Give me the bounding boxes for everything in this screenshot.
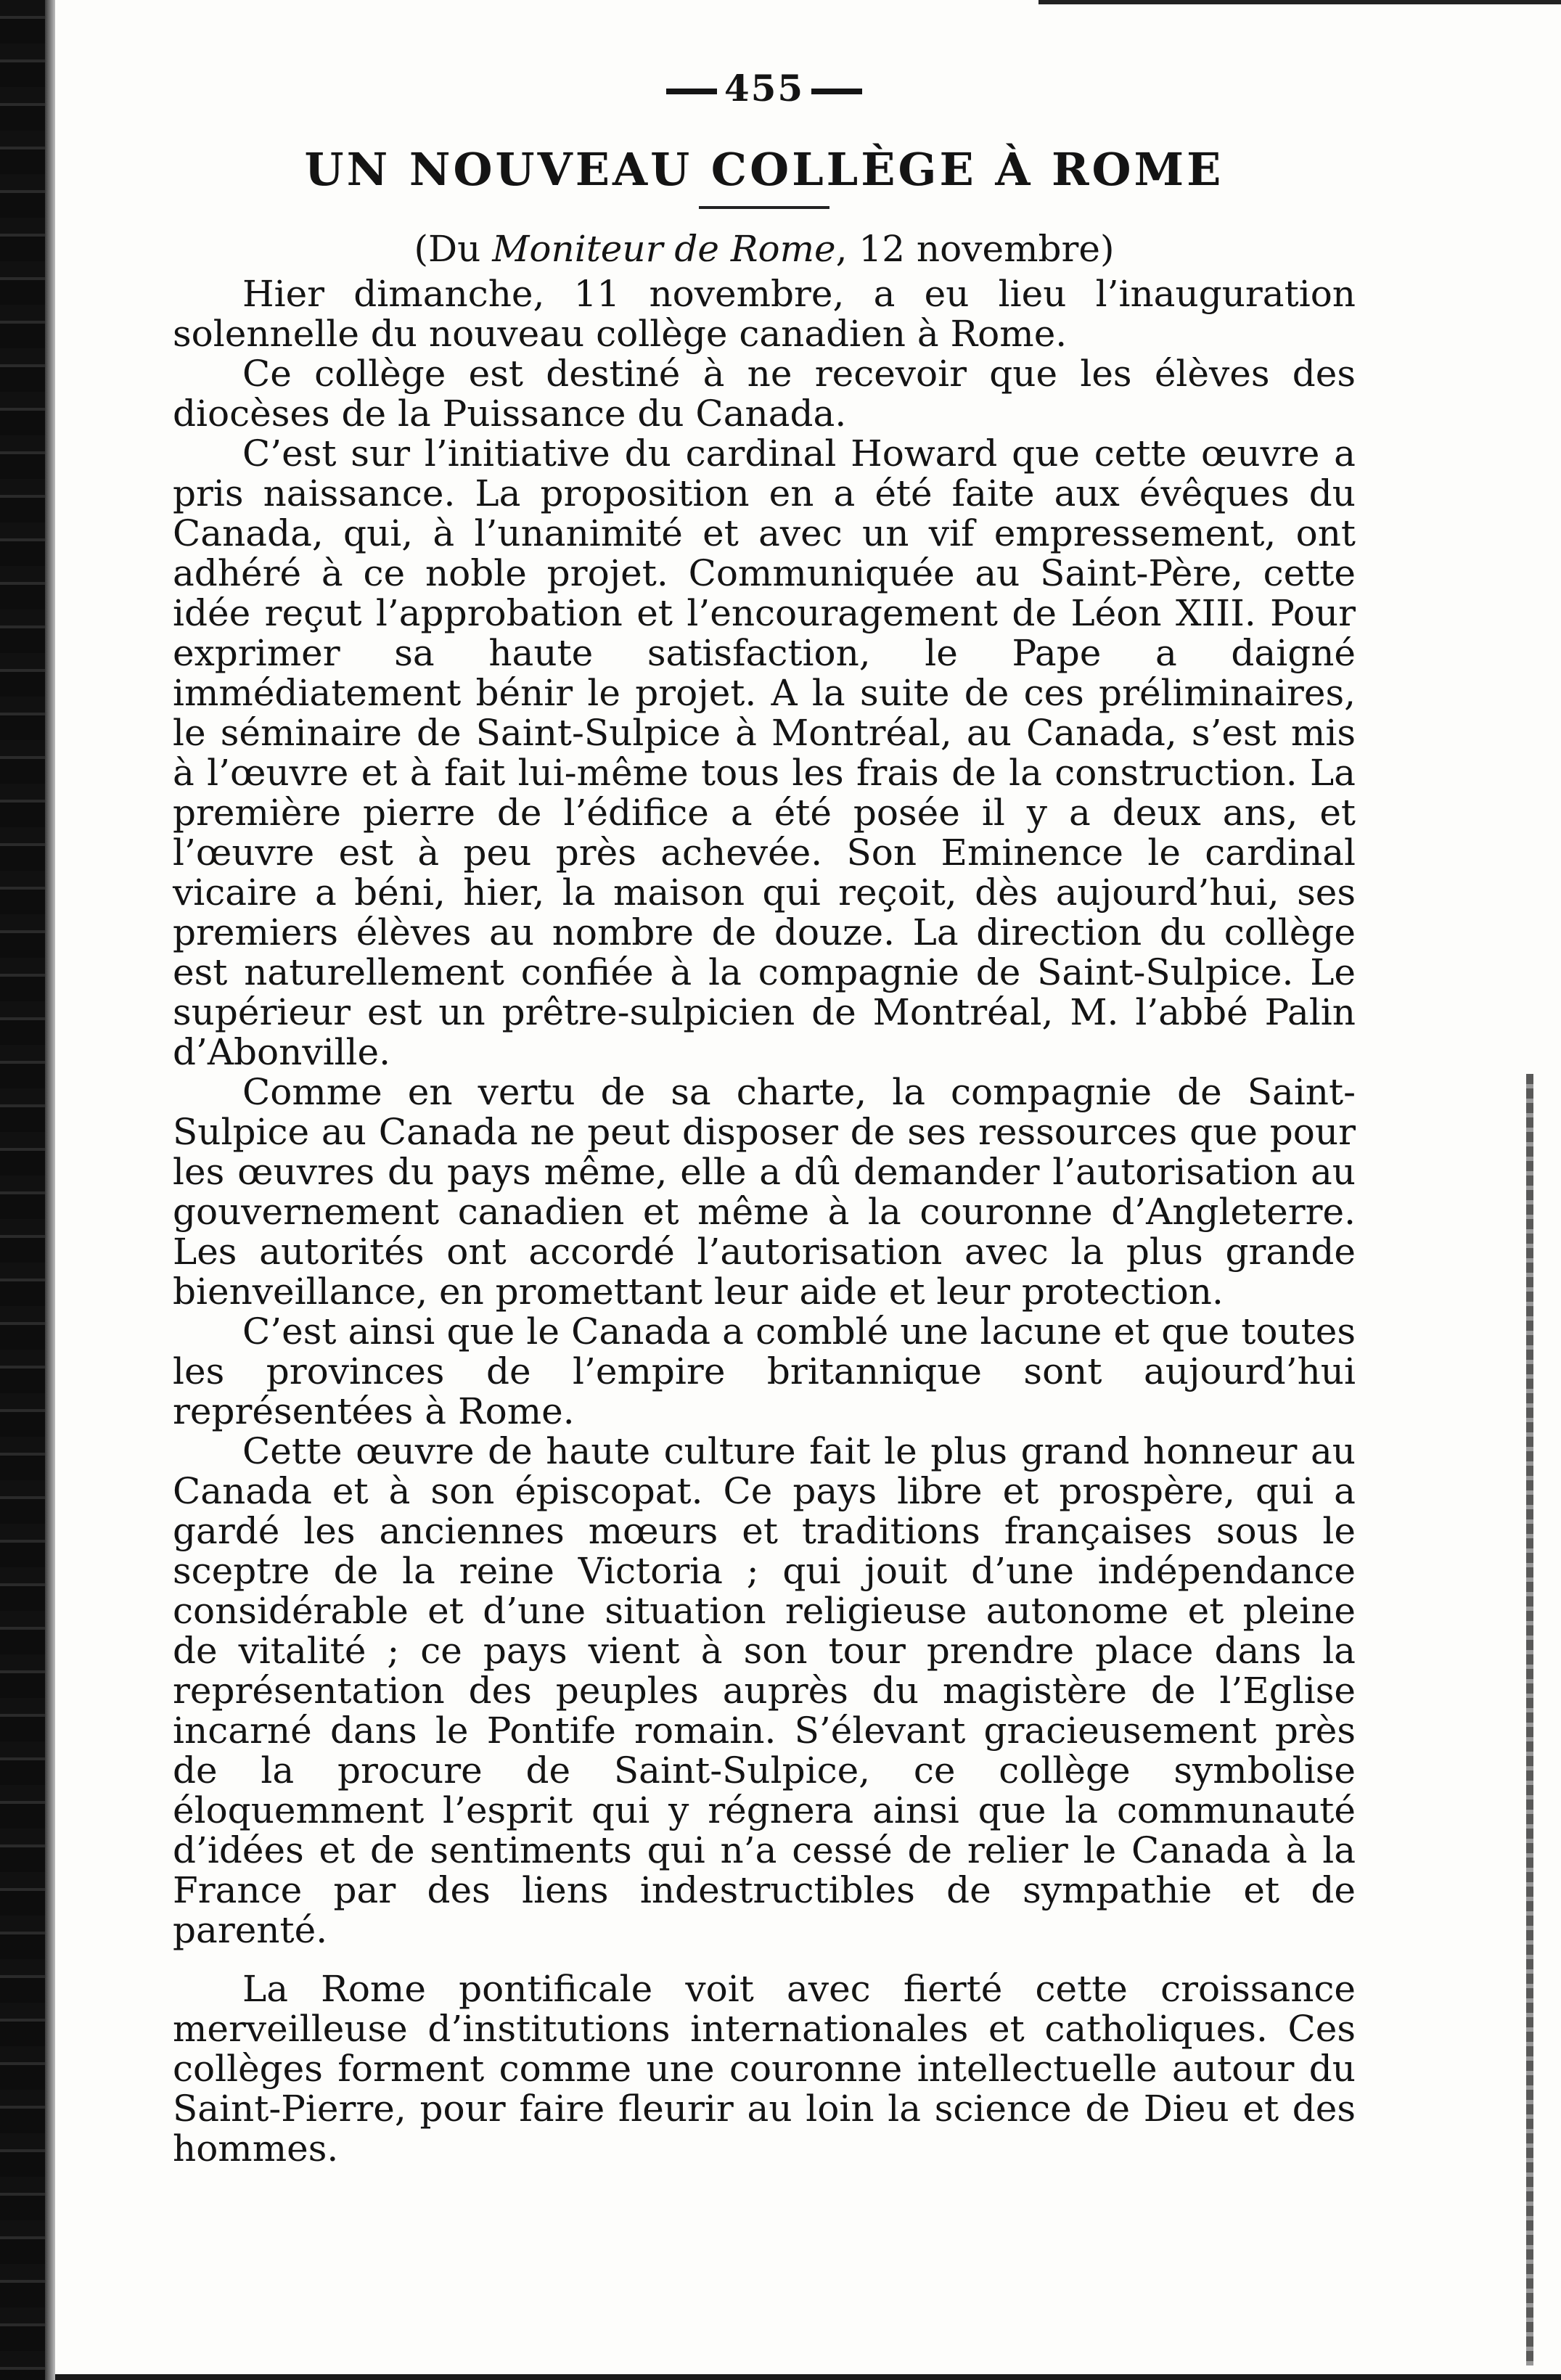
source-publication: Moniteur de Rome <box>492 228 836 270</box>
top-border-line <box>1038 0 1561 4</box>
paragraph-2: Ce collège est destiné à ne recevoir que les élèves des diocèses de la Puissance du Canada. <box>173 353 1356 435</box>
paragraph-5: C’est ainsi que le Canada a comblé une lacune et que toutes les provinces de l’empire britannique sont aujourd’hui représentées à Rome. <box>173 1310 1356 1432</box>
source-open: (Du <box>414 228 493 270</box>
article <box>173 67 1356 2169</box>
bottom-border-line <box>55 2374 1561 2380</box>
paragraph-1: Hier dimanche, 11 novembre, a eu lieu l’inauguration solennelle du nouveau collège canadien à Rome. <box>173 273 1356 355</box>
paragraph-4: Comme en vertu de sa charte, la compagnie de Saint-Sulpice au Canada ne peut disposer de ses ressources que pour les œuvres du pays même, elle a dû demander l’autorisation au gouvernement canadien et même à la couronne d’Angleterre. Les autorités ont accordé l’autorisation avec la plus grande bienveillance, en promettant leur aide et leur protection. <box>173 1071 1356 1313</box>
article-headline: UN NOUVEAU COLLÈGE À ROME <box>304 143 1224 196</box>
paragraph-6: Cette œuvre de haute culture fait le plus grand honneur au Canada et à son épiscopat. Ce pays libre et prospère, qui a gardé les anciennes mœurs et traditions françaises sous le sceptre de la reine Victoria ; qui jouit d’une indépendance considérable et d’une situation religieuse autonome et pleine de vitalité ; ce pays vient à son tour prendre place dans la représentation des peuples auprès du magistère de l’Eglise incarné dans le Pontife romain. S’élevant gracieusement près de la procure de Saint-Sulpice, ce collège symbolise éloquemment l’esprit qui y régnera ainsi que la communauté d’idées et de sentiments qui n’a cessé de relier le Canada à la France par des liens indestructibles de sympathie et de parenté. <box>173 1430 1356 1951</box>
binding-edge <box>0 0 45 2380</box>
article-source <box>173 228 1356 270</box>
paragraph-3: C’est sur l’initiative du cardinal Howard que cette œuvre a pris naissance. La proposition en a été faite aux évêques du Canada, qui, à l’unanimité et avec un vif empressement, ont adhéré à ce noble projet. Communiquée au Saint-Père, cette idée reçut l’approbation et l’encouragement de Léon XIII. Pour exprimer sa haute satisfaction, le Pape a daigné immédiatement bénir le projet. A la suite de ces préliminaires, le séminaire de Saint-Sulpice à Montréal, au Canada, s’est mis à l’œuvre et à fait lui-même tous les frais de la construction. La première pierre de l’édifice a été posée il y a deux ans, et l’œuvre est à peu près achevée. Son Eminence le cardinal vicaire a béni, hier, la maison qui reçoit, dès aujourd’hui, ses premiers élèves au nombre de douze. La direction du collège est naturellement confiée à la compagnie de Saint-Sulpice. Le supérieur est un prêtre-sulpicien de Montréal, M. l’abbé Palin d’Abonville. <box>173 432 1356 1073</box>
page-number <box>173 67 1356 110</box>
page-number-dash-left <box>666 89 717 94</box>
page-number-text: 455 <box>724 67 805 110</box>
paragraph-7: La Rome pontificale voit avec fierté cette croissance merveilleuse d’institutions internationales et catholiques. Ces collèges forment comme une couronne intellectuelle autour du Saint-Pierre, pour faire fleurir au loin la science de Dieu et des hommes. <box>173 1968 1356 2170</box>
headline-rule <box>699 206 829 209</box>
page-number-dash-right <box>811 89 862 94</box>
right-border-line <box>1526 1074 1533 2365</box>
binding-shadow <box>45 0 55 2380</box>
source-date: , 12 novembre) <box>835 228 1115 270</box>
